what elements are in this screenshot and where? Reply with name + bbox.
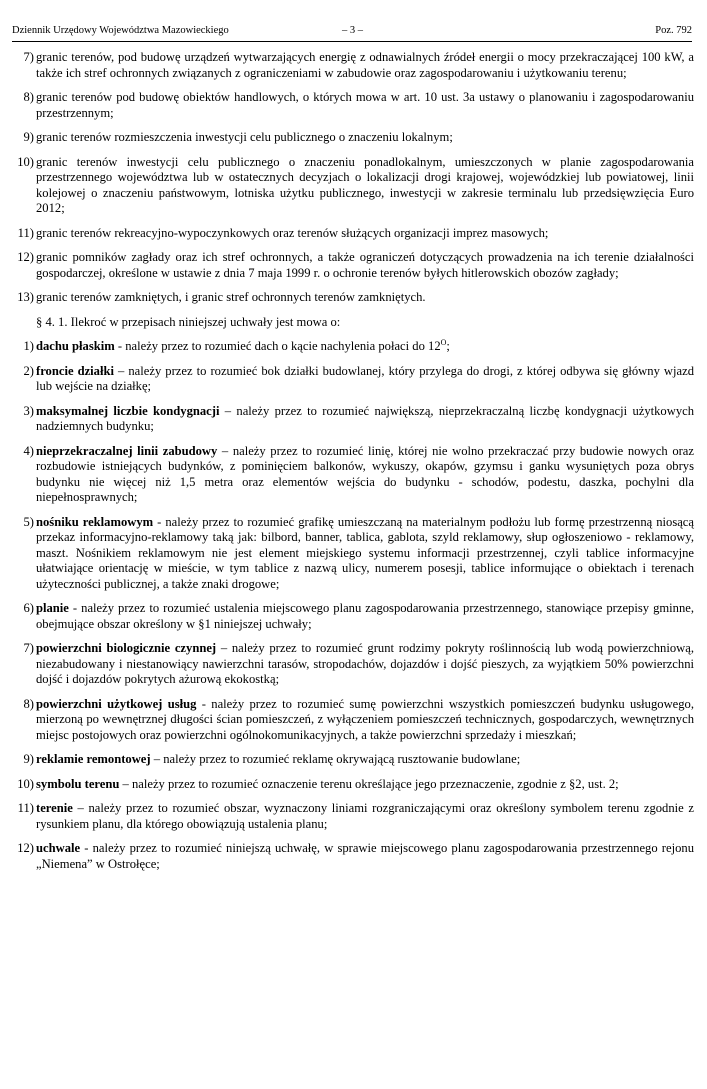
list-item: 8) granic terenów pod budowę obiektów handlowych, o których mowa w art. 10 ust. 3a ustawy o planowaniu i zagospodarowaniu przestrzennym; xyxy=(23,90,694,120)
position-number: Poz. 792 xyxy=(655,25,692,36)
definition-item: 4) nieprzekraczalnej linii zabudowy – należy przez to rozumieć linię, której nie wolno przekraczać przy budowie nowych oraz rozbudowie istniejących budynków, z pominięciem balkonów, wykuszy, okapów, gzymsu i ganku wysuniętych poza obrys budynku nie więcej niż 1,5 metra oraz elementów wejścia do budynku - schodów, podestu, daszka, pochylni dla niepełnosprawnych; xyxy=(23,443,694,504)
definition-item: 1) dachu płaskim - należy przez to rozumieć dach o kącie nachylenia połaci do $12^O$; xyxy=(23,337,450,353)
journal-title: Dziennik Urzędowy Województwa Mazowieckiego xyxy=(12,25,229,36)
list-a xyxy=(12,50,694,306)
definition-item: 9) reklamie remontowej – należy przez to rozumieć reklamę okrywającą rusztowanie budowlane; xyxy=(23,752,521,766)
definition-item: 12) uchwale - należy przez to rozumieć niniejszą uchwałę, w sprawie miejscowego planu zagospodarowania przestrzennego rejonu „Niemena” w Ostrołęce; xyxy=(17,841,694,871)
definition-item: 11) terenie – należy przez to rozumieć obszar, wyznaczony liniami rozgraniczającymi oraz określony symbolem terenu zgodnie z rysunkiem planu, dla którego obowiązują ustalenia planu; xyxy=(17,801,694,831)
definition-item: 8) powierzchni użytkowej usług - należy przez to rozumieć sumę powierzchni wszystkich pomieszczeń budynku usługowego, mierzoną po wewnętrznej długości ścian pomieszczeń, z wyłączeniem pomieszczeń technicznych, gospodarczych, wewnętrznych miejsc postojowych oraz powierzchni ogólnokomunikacyjnych, a także powierzchni sprzedaży i mieszkań; xyxy=(23,696,694,742)
list-item: 11) granic terenów rekreacyjno-wypoczynkowych oraz terenów służących organizacji imprez masowych; xyxy=(17,225,549,240)
list-item: 10) granic terenów inwestycji celu publicznego o znaczeniu ponadlokalnym, umieszczonych w planie zagospodarowania przestrzennego województwa lub w ostatecznych decyzjach o lokalizacji drogi krajowej, wojewódzkiej lub powiatowej, linii kolejowej o znaczeniu państwowym, lotniska użytku publicznego, inwestycji w zakresie terminalu lub przedsięwzięcia Euro 2012; xyxy=(17,154,694,215)
definition-item: 3) maksymalnej liczbie kondygnacji – należy przez to rozumieć największą, nieprzekraczalną liczbę kondygnacji użytkowych nadziemnych budynku; xyxy=(23,403,694,433)
page-number: – 3 – xyxy=(342,25,363,36)
list-item: 7) granic terenów, pod budowę urządzeń wytwarzających energię z odnawialnych źródeł energii o mocy przekraczającej 100 kW, a także ich stref ochronnych związanych z ograniczeniami w zabudowie oraz zagospodarowaniu i użytkowaniu terenu; xyxy=(23,50,694,80)
document-body xyxy=(12,50,694,881)
section-label: § 4. 1. xyxy=(36,314,68,329)
list-item: 13) granic terenów zamkniętych, i granic stref ochronnych terenów zamkniętych. xyxy=(17,290,426,304)
section-heading xyxy=(12,315,694,331)
definition-item: 6) planie - należy przez to rozumieć ustalenia miejscowego planu zagospodarowania przestrzennego, stanowiące przepisy gminne, obejmujące obszar określony w §1 niniejszej uchwały; xyxy=(23,601,694,631)
definition-item: 10) symbolu terenu – należy przez to rozumieć oznaczenie terenu określające jego przeznaczenie, zgodnie z §2, ust. 2; xyxy=(17,776,619,791)
list-item: 12) granic pomników zagłady oraz ich stref ochronnych, a także ograniczeń dotyczących prowadzenia na ich terenie działalności gospodarczej, określone w ustawie z dnia 7 maja 1999 r. o ochronie terenów byłych hitlerowskich obozów zagłady; xyxy=(17,250,694,280)
definition-item: 7) powierzchni biologicznie czynnej – należy przez to rozumieć grunt rodzimy pokryty roślinnością lub wodą powierzchniową, niezabudowany i niestanowiący nawierzchni tarasów, stropodachów, dojazdów i dojść pieszych, za wyjątkiem 50% powierzchni dojść i dojazdów pokrytych ażurową ekokostką; xyxy=(23,641,694,686)
definition-item: 2) froncie działki – należy przez to rozumieć bok działki budowlanej, który przylega do drogi, z której odbywa się główny wjazd lub wejście na działkę; xyxy=(23,363,694,393)
definition-item: 5) nośniku reklamowym - należy przez to rozumieć grafikę umieszczaną na materialnym podłożu lub formę przestrzenną niosącą przekaz informacyjno-reklamowy taką jak: bilbord, banner, tablica, gablota, szyld reklamowy, słup ogłoszeniowo - reklamowy, maszt. Nośnikiem reklamowym nie jest element miejskiego systemu informacji przestrzennej, czyli tablice informacyjne ułatwiające orientację w mieście, w tym tablice z nazwą ulicy, numerem posesji, tablice informujące o obiektach i terenach użyteczności publicznej, a także znaki drogowe; xyxy=(23,514,694,591)
section-intro: Ilekroć w przepisach niniejszej uchwały jest mowa o: xyxy=(67,314,341,329)
list-item: 9) granic terenów rozmieszczenia inwestycji celu publicznego o znaczeniu lokalnym; xyxy=(23,130,453,144)
definitions-list xyxy=(12,339,694,872)
page-header xyxy=(12,25,692,42)
